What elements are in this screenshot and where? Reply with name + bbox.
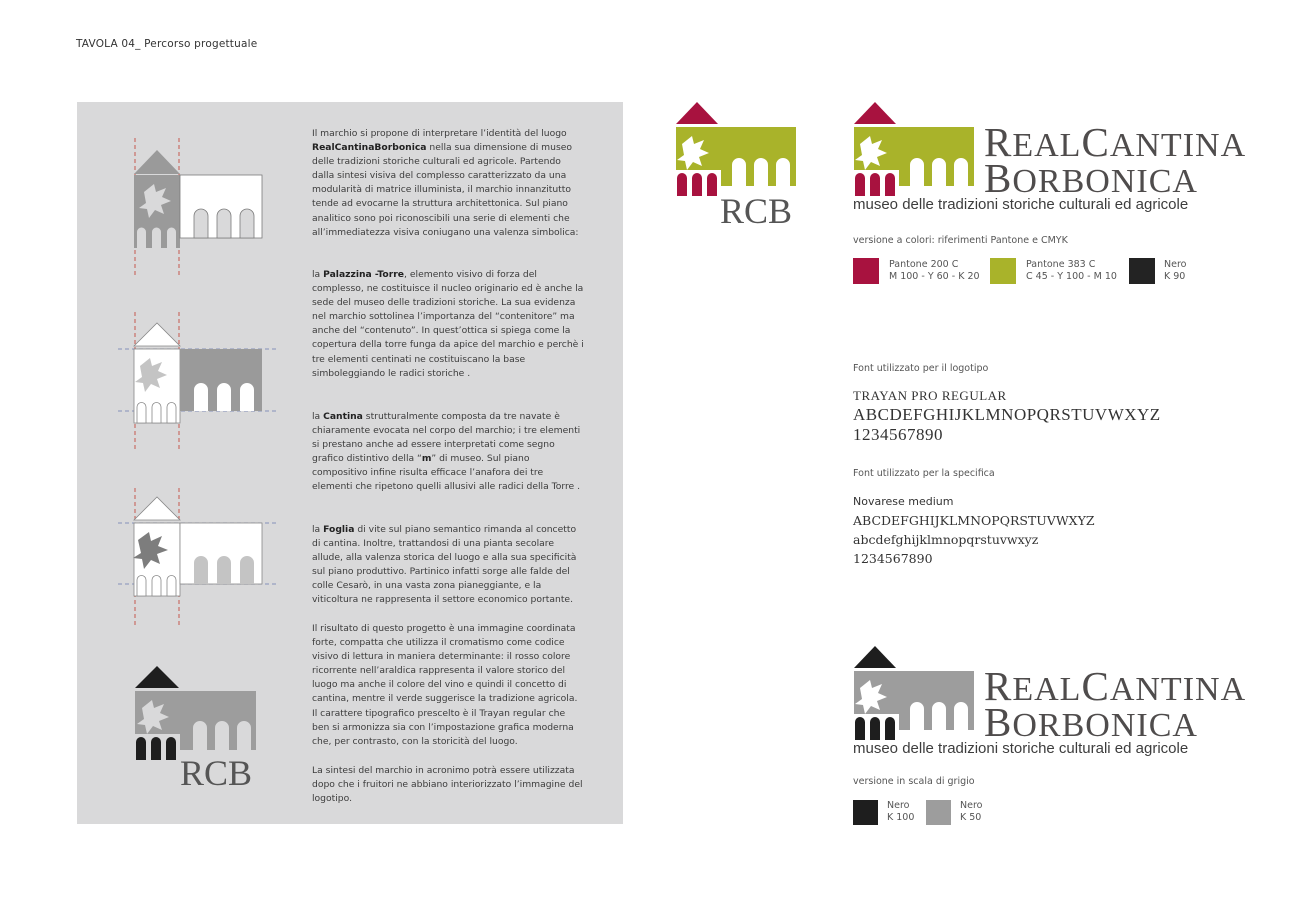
sketch-leaf (118, 488, 278, 630)
sketch-structure (118, 138, 278, 280)
acronym-logo-color (672, 100, 802, 200)
grayscale-version-caption: versione in scala di grigio (853, 776, 975, 787)
spec-font-name: Novarese medium (853, 495, 954, 508)
sketch-tower (118, 312, 278, 454)
color-version-caption: versione a colori: riferimenti Pantone e CMYK (853, 235, 1068, 246)
logo-font-alphabet: ABCDEFGHIJKLMNOPQRSTUVWXYZ (853, 405, 1161, 424)
full-logo-mark-color (850, 100, 980, 200)
paragraph-result: Il risultato di questo progetto è una immagine coordinata forte, compatta che utilizza il cromatismo come codice visivo di lettura in maniera determinante: il rosso colore ricorrente nell’araldica rappresenta il valore storico del luogo ma anche il colore del vino e quindi il concetto di cantina, mentre il verde suggerisce la tradizione agricola. Il carattere tipografico prescelto è il Trayan regular che ben si armonizza sia con l’impostazione grafica moderna che, per contrasto, con la storicità del luogo. (312, 623, 578, 747)
full-logo-mark-grayscale (850, 644, 980, 744)
spec-font-digits: 1234567890 (853, 551, 933, 566)
tagline-grayscale: museo delle tradizioni storiche culturali ed agricole (853, 740, 1189, 757)
logo-font-digits: 1234567890 (853, 425, 943, 444)
logo-font-caption: Font utilizzato per il logotipo (853, 363, 989, 374)
swatch-pantone-200-label: Pantone 200 C M 100 - Y 60 - K 20 (889, 259, 980, 282)
swatch-black-k100 (853, 800, 878, 825)
paragraph-cellar: la Cantina strutturalmente composta da tre navate è chiaramente evocata nel corpo del marchio; i tre elementi si prestano anche ad essere interpretati come segno grafico distintivo della “m” di museo. Sul piano compositivo infine risulta efficace l’anafora dei tre elementi che ripetono quelli allusivi alle radici della Torre . (312, 411, 581, 493)
tagline-color: museo delle tradizioni storiche culturali ed agricole (853, 196, 1189, 213)
brand-name-grayscale: REALCANTINA BORBONICA (984, 663, 1247, 745)
panel-acronym: RCB (180, 753, 253, 793)
swatch-black-k100-label: Nero K 100 (887, 800, 915, 823)
swatch-gray-k50 (926, 800, 951, 825)
paragraph-intro: Il marchio si propone di interpretare l’identità del luogo RealCantinaBorbonica nella sua dimensione di museo delle tradizioni storiche culturali ed agricole. Partendo dalla sintesi visiva del complesso caratterizzato da una modularità di matrice illuminista, il marchio innanzitutto tende ad evocarne la struttura architettonica. Sul piano analitico sono poi riconoscibili una serie di elementi che all’immediatezza visiva coniugano una valenza simbolica: (312, 128, 579, 238)
swatch-black-k90-label: Nero K 90 (1164, 259, 1187, 282)
acronym-text-color: RCB (720, 191, 793, 231)
paragraph-acronym: La sintesi del marchio in acronimo potrà essere utilizzata dopo che i fruitori ne abbiano interiorizzato l’immagine del logotipo. (312, 765, 583, 805)
brand-name-color: REALCANTINA BORBONICA (984, 119, 1247, 201)
swatch-black-k90 (1129, 258, 1155, 284)
spec-font-lowercase: abcdefghijklmnopqrstuvwxyz (853, 532, 1039, 547)
swatch-pantone-200 (853, 258, 879, 284)
page-header-title: TAVOLA 04_ Percorso progettuale (76, 38, 258, 50)
spec-font-caption: Font utilizzato per la specifica (853, 468, 995, 479)
swatch-gray-k50-label: Nero K 50 (960, 800, 983, 823)
swatch-pantone-383-label: Pantone 383 C C 45 - Y 100 - M 10 (1026, 259, 1117, 282)
logo-font-name: TRAYAN PRO REGULAR (853, 388, 1007, 403)
paragraph-leaf: la Foglia di vite sul piano semantico rimanda al concetto di cantina. Inoltre, trattandosi di una pianta secolare allude, alla valenza storica del luogo e alla sua specificità sul piano produttivo. Partinico infatti sorge alle falde del colle Cesarò, in una vasta zona pianeggiante, e la viticoltura ne rappresenta il settore economico portante. (312, 524, 577, 606)
paragraph-tower: la Palazzina -Torre, elemento visivo di forza del complesso, ne costituisce il nucleo originario ed è anche la sede del museo delle tradizioni storiche. La sua evidenza nel marchio sottolinea l’importanza del “contenitore” ma anche del “contenuto”. In quest’ottica si spiega come la copertura della torre funga da apice del marchio e perchè i tre elementi centinati ne costituiscano la base simboleggiando le radici storiche . (312, 269, 584, 379)
spec-font-uppercase: ABCDEFGHIJKLMNOPQRSTUVWXYZ (853, 513, 1095, 528)
swatch-pantone-383 (990, 258, 1016, 284)
